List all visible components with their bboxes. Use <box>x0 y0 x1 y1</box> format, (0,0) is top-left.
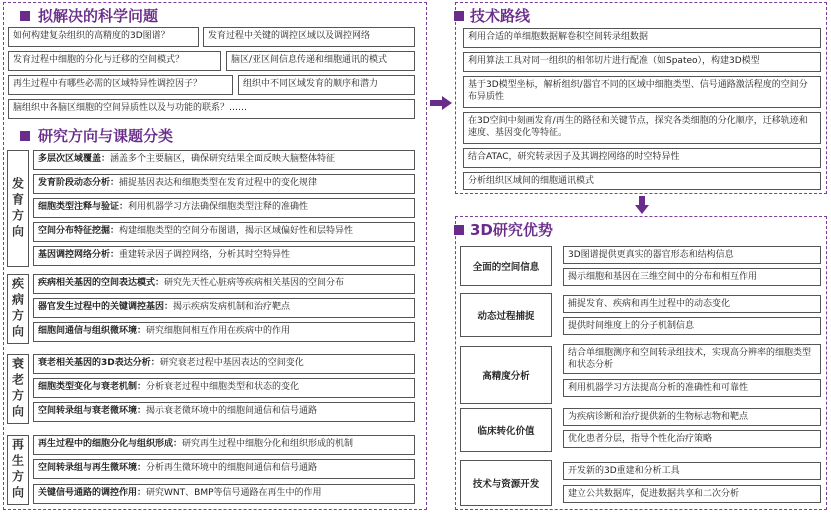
advantage-spatial-info: 全面的空间信息 <box>460 246 552 286</box>
tech-step: 分析组织区域间的细胞通讯模式 <box>463 172 821 190</box>
research-item: 关键信号通路的调控作用：研究WNT、BMP等信号通路在再生中的作用 <box>33 484 415 504</box>
advantage-item: 建立公共数据库，促进数据共享和二次分析 <box>563 485 821 503</box>
research-item: 空间分布特征挖掘：构建细胞类型的空间分布图谱，揭示区域偏好性和层特异性 <box>33 222 415 242</box>
tech-step: 在3D空间中刻画发育/再生的路径和关键节点，探究各类细胞的分化顺序，迁移轨迹和速度、基因变化等特征。 <box>463 112 821 144</box>
research-item: 空间转录组与再生微环境：分析再生微环境中的细胞间通信和信号通路 <box>33 459 415 479</box>
advantage-clinical: 临床转化价值 <box>460 408 552 452</box>
research-item: 细胞类型变化与衰老机制：分析衰老过程中细胞类型和状态的变化 <box>33 378 415 398</box>
advantage-item: 为疾病诊断和治疗提供新的生物标志物和靶点 <box>563 408 821 426</box>
research-item: 细胞间通信与组织微环境：研究细胞间相互作用在疾病中的作用 <box>33 322 415 342</box>
advantage-item: 优化患者分层，指导个性化治疗策略 <box>563 430 821 448</box>
question-6: 组织中不同区域发育的顺序和潜力 <box>238 75 415 95</box>
category-aging: 衰老方向 <box>7 354 29 424</box>
advantage-item: 开发新的3D重建和分析工具 <box>563 462 821 480</box>
title-marker-icon <box>20 11 30 21</box>
tech-step: 基于3D模型坐标，解析组织/器官不同的区域中细胞类型、信号通路激活程度的空间分布异质性 <box>463 76 821 108</box>
tech-route-title: 技术路线 <box>470 7 531 25</box>
advantage-item: 捕捉发育、疾病和再生过程中的动态变化 <box>563 295 821 313</box>
tech-step: 结合ATAC，研究转录因子及其调控网络的时空特异性 <box>463 148 821 168</box>
research-item: 器官发生过程中的关键调控基因：揭示疾病发病机制和治疗靶点 <box>33 298 415 318</box>
arrow-right-icon <box>430 96 452 110</box>
research-item: 疾病相关基因的空间表达模式：研究先天性心脏病等疾病相关基因的空间分布 <box>33 274 415 294</box>
question-3: 发育过程中细胞的分化与迁移的空间模式？ <box>8 51 221 71</box>
advantage-item: 揭示细胞和基因在三维空间中的分布和相互作用 <box>563 268 821 286</box>
research-item: 空间转录组与衰老微环境：揭示衰老微环境中的细胞间通信和信号通路 <box>33 402 415 422</box>
category-development: 发育方向 <box>7 150 29 267</box>
research-item: 再生过程中的细胞分化与组织形成：研究再生过程中细胞分化和组织形成的机制 <box>33 435 415 455</box>
advantage-item: 利用机器学习方法提高分析的准确性和可靠性 <box>563 379 821 397</box>
advantage-precision: 高精度分析 <box>460 346 552 404</box>
arrow-down-icon <box>635 196 649 214</box>
research-item: 基因调控网络分析：重建转录因子调控网络，分析其时空特异性 <box>33 246 415 266</box>
title-marker-icon <box>454 225 464 235</box>
advantage-item: 3D图谱提供更真实的器官形态和结构信息 <box>563 246 821 264</box>
title-marker-icon <box>454 11 464 21</box>
title-marker-icon <box>20 131 30 141</box>
category-disease: 疾病方向 <box>7 274 29 344</box>
question-1: 如何构建复杂组织的高精度的3D图谱？ <box>8 27 199 47</box>
advantage-dynamic: 动态过程捕捉 <box>460 293 552 337</box>
question-5: 再生过程中有哪些必需的区域特异性调控因子？ <box>8 75 233 95</box>
research-item: 发育阶段动态分析：捕捉基因表达和细胞类型在发育过程中的变化规律 <box>33 174 415 194</box>
category-regeneration: 再生方向 <box>7 435 29 505</box>
research-directions-title: 研究方向与课题分类 <box>38 127 174 145</box>
tech-step: 利用算法工具对同一组织的相邻切片进行配准（如Spateo），构建3D模型 <box>463 52 821 72</box>
tech-step: 利用合适的单细胞数据解卷积空间转录组数据 <box>463 28 821 48</box>
question-2: 发育过程中关键的调控区域以及调控网络 <box>203 27 415 47</box>
research-item: 细胞类型注释与验证：利用机器学习方法确保细胞类型注释的准确性 <box>33 198 415 218</box>
advantage-item: 结合单细胞测序和空间转录组技术，实现高分辨率的细胞类型和状态分析 <box>563 344 821 374</box>
question-4: 脑区/亚区间信息传递和细胞通讯的模式 <box>226 51 415 71</box>
research-item: 多层次区域覆盖：涵盖多个主要脑区，确保研究结果全面反映大脑整体特征 <box>33 150 415 170</box>
advantages-title: 3D研究优势 <box>470 221 553 239</box>
research-item: 衰老相关基因的3D表达分析：研究衰老过程中基因表达的空间变化 <box>33 354 415 374</box>
advantage-tools: 技术与资源开发 <box>460 460 552 506</box>
question-7: 脑组织中各脑区细胞的空间异质性以及与功能的联系？…… <box>8 99 415 119</box>
science-questions-title: 拟解决的科学问题 <box>38 7 159 25</box>
advantage-item: 提供时间维度上的分子机制信息 <box>563 317 821 335</box>
